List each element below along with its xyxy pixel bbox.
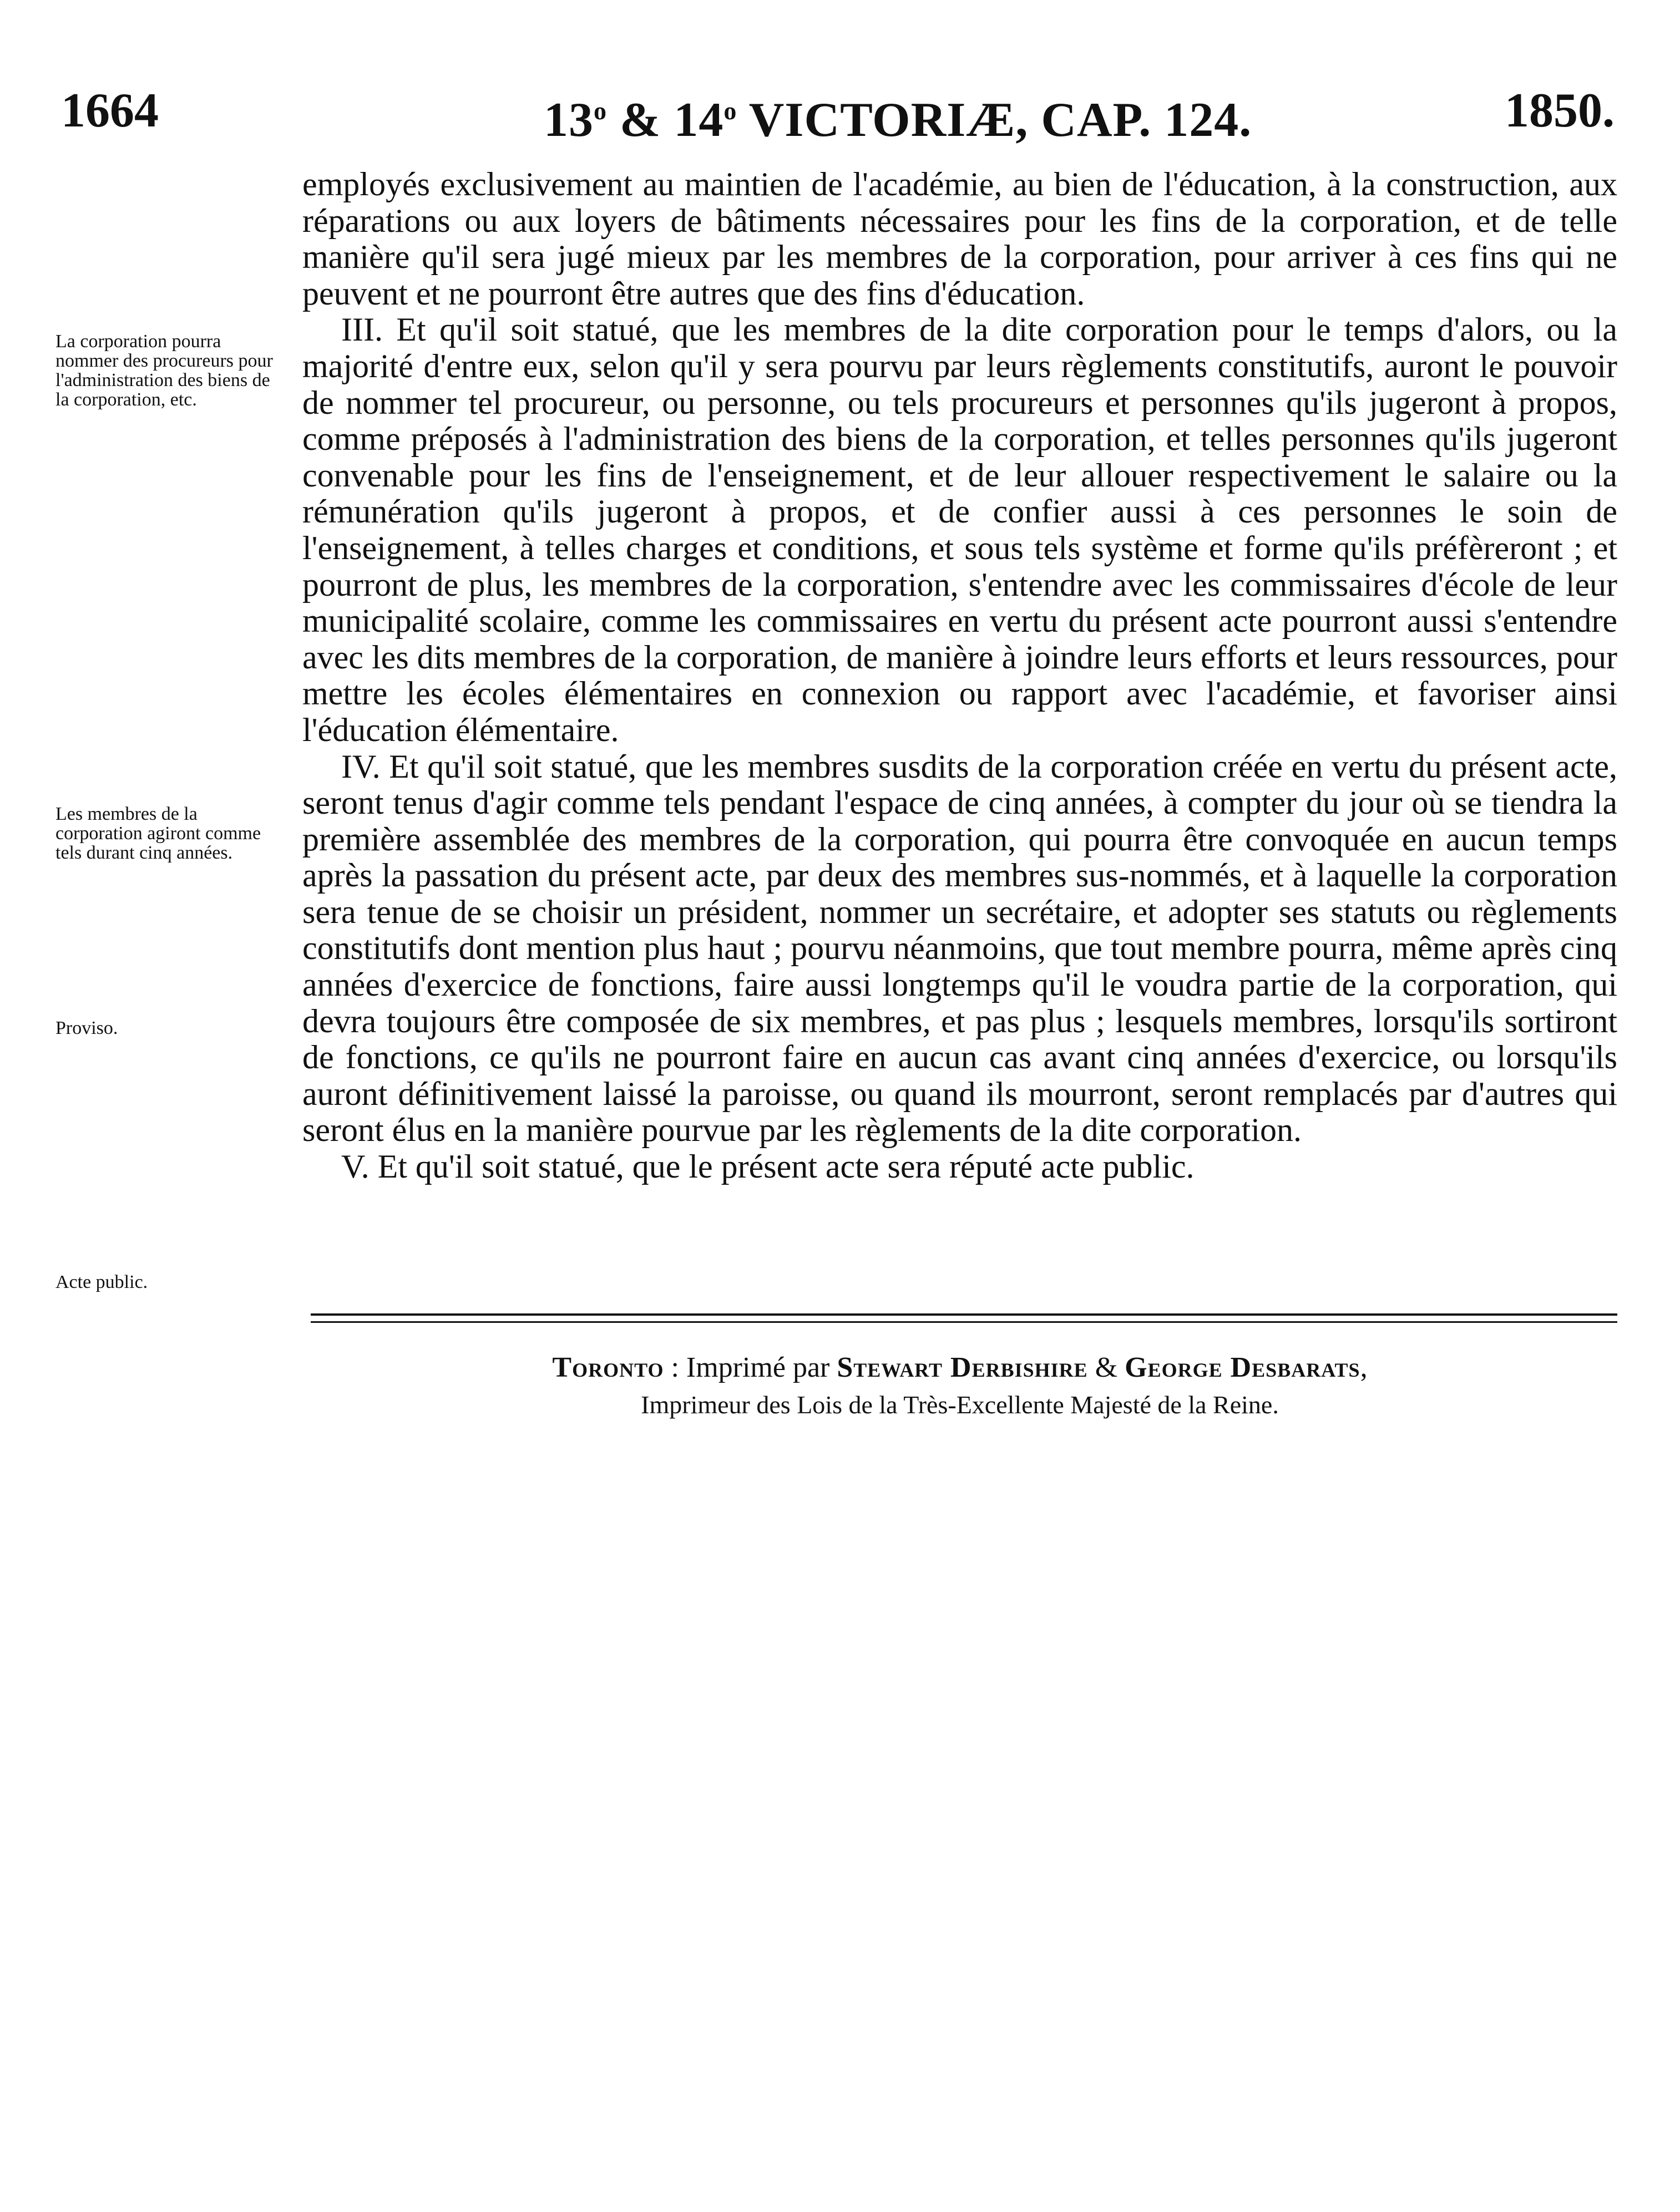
chapter-sup-2: o xyxy=(723,97,737,125)
chapter-title xyxy=(544,78,1252,154)
paragraph-continuation: employés exclusivement au maintien de l'académie, au bien de l'éducation, à la construction, aux réparations ou aux loyers de bâtiments nécessaires pour les fins de la corporation, et de telle manière qu'il sera jugé mieux par les membres de la corporation, pour arriver à ces fins qui ne peuvent et ne pourront être autres que des fins d'éducation. xyxy=(302,166,1617,312)
imprint-amp: & xyxy=(1087,1352,1125,1383)
body-text xyxy=(302,166,1617,1185)
margin-note-membres: Les membres de la corporation agiront comme tels durant cinq années. xyxy=(55,804,261,863)
margin-note-acte-public: Acte public. xyxy=(55,1272,148,1292)
rule-bottom xyxy=(311,1321,1617,1323)
imprint-sep: : Imprimé par xyxy=(664,1352,837,1383)
imprint-printer-1: Stewart Derbishire xyxy=(837,1352,1088,1383)
imprint-city: Toronto xyxy=(552,1352,664,1383)
margin-note-procureurs: La corporation pourra nommer des procureurs pour l'administration des biens de la corporation, etc. xyxy=(55,331,273,410)
paragraph-section-iii: III. Et qu'il soit statué, que les membres de la dite corporation pour le temps d'alors, ou la majorité d'entre eux, selon qu'il y sera pourvu par leurs règlements constitutifs, auront le pouvoir de nommer tel procureur, ou personne, ou tels procureurs et personnes qu'ils jugeront à propos, comme préposés à l'administration des biens de la corporation, et telles personnes qu'ils jugeront convenable pour les fins de l'enseignement, et de leur allouer respectivement le salaire ou la rémunération qu'ils jugeront à propos, et de confier aussi à ces personnes le soin de l'enseignement, à telles charges et conditions, et sous tels système et forme qu'ils préfèreront ; et pourront de plus, les membres de la corporation, s'entendre avec les commissaires d'école de leur municipalité scolaire, comme les commissaires en vertu du présent acte pourront aussi s'entendre avec les dits membres de la corporation, de manière à joindre leurs efforts et leurs ressources, pour mettre les écoles élémentaires en connexion ou rapport avec l'académie, et favoriser ainsi l'éducation élémentaire. xyxy=(302,311,1617,748)
year: 1850. xyxy=(1505,84,1615,138)
chapter-num-2: 14 xyxy=(674,93,724,147)
imprint-comma: , xyxy=(1360,1352,1368,1383)
imprint xyxy=(302,1348,1617,1422)
paragraph-section-iv: IV. Et qu'il soit statué, que les membres susdits de la corporation créée en vertu du présent acte, seront tenus d'agir comme tels pendant l'espace de cinq années, à compter du jour où se tiendra la première assemblée des membres de la corporation, qui pourra être convoquée en aucun temps après la passation du présent acte, par deux des membres sus-nommés, et à laquelle la corporation sera tenue de se choisir un président, nommer un secrétaire, et adopter ses statuts ou règlements constitutifs dont mention plus haut ; pourvu néanmoins, que tout membre pourra, même après cinq années d'exercice de fonctions, faire aussi longtemps qu'il le voudra partie de la corporation, qui devra toujours être composée de six membres, et pas plus ; lesquels membres, lorsqu'ils sortiront de fonctions, ce qu'ils ne pourront faire en aucun cas avant cinq années d'exercice, ou lorsqu'ils auront définitivement laissé la paroisse, ou quand ils mourront, seront remplacés par d'autres qui seront élus en la manière pourvue par les règlements de la dite corporation. xyxy=(302,748,1617,1149)
chapter-sup-1: o xyxy=(594,97,607,125)
imprint-line-2: Imprimeur des Lois de la Très-Excellente Majesté de la Reine. xyxy=(641,1391,1279,1419)
rule-top xyxy=(311,1313,1617,1316)
chapter-num-1: 13 xyxy=(544,93,594,147)
chapter-rest: VICTORIÆ, CAP. 124. xyxy=(737,93,1252,147)
margin-note-proviso: Proviso. xyxy=(55,1018,118,1038)
page-number: 1664 xyxy=(61,84,159,138)
running-header xyxy=(61,78,1615,147)
chapter-amp: & xyxy=(607,93,674,147)
imprint-printer-2: George Desbarats xyxy=(1125,1352,1360,1383)
imprint-line-1 xyxy=(302,1348,1617,1388)
double-rule xyxy=(311,1313,1617,1323)
paragraph-section-v: V. Et qu'il soit statué, que le présent acte sera réputé acte public. xyxy=(341,1148,1195,1185)
